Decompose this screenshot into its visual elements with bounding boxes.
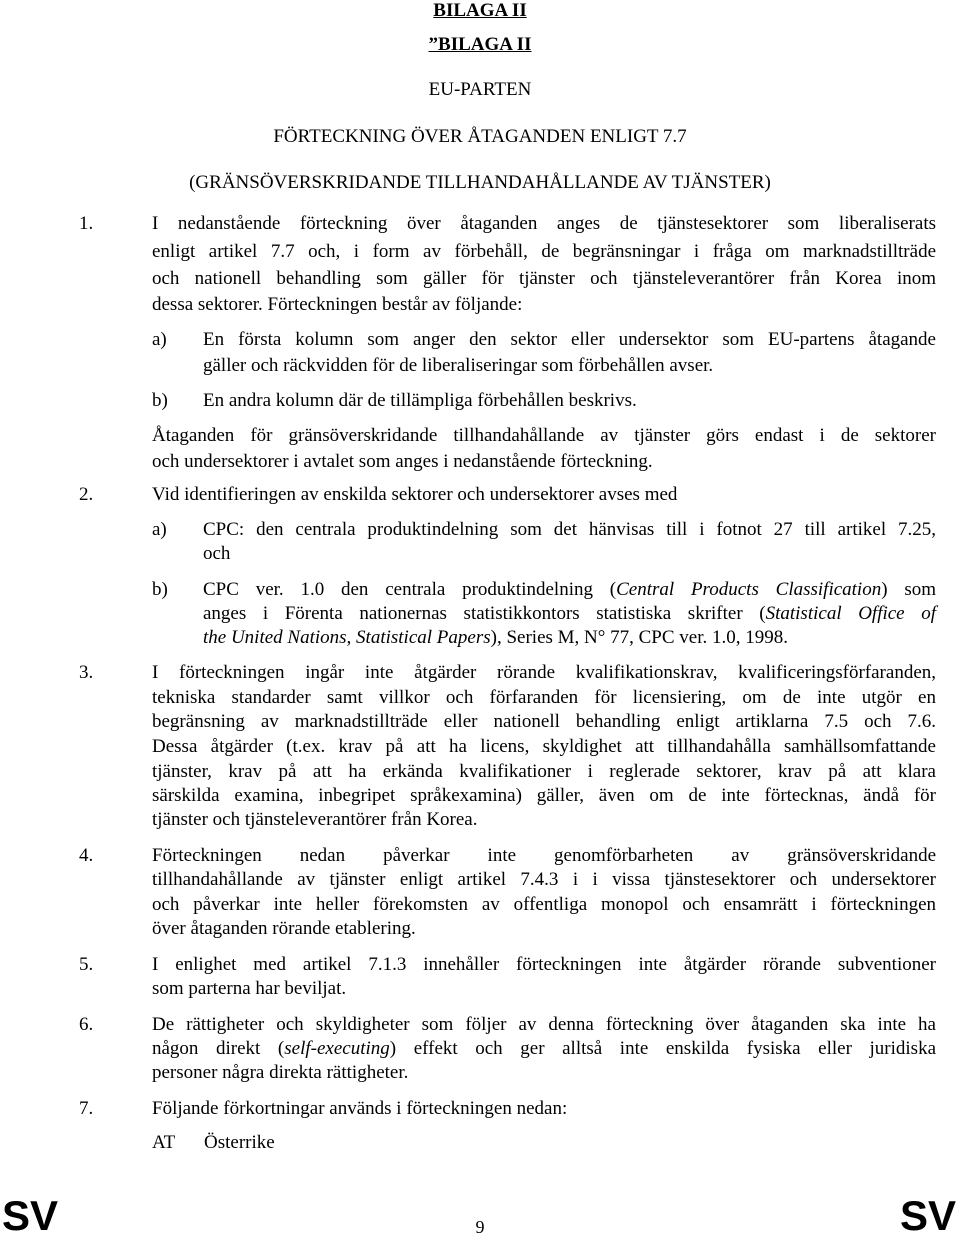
- abbreviation-code: AT: [152, 1132, 176, 1153]
- text-line: I förteckningen ingår inte åtgärder rörande kvalifikationskrav, kvalificeringsförfaranden,: [152, 662, 936, 683]
- text-run: ) effekt och ger alltså inte enskilda fysiska eller juridiska: [389, 1038, 937, 1059]
- text-run-italic: Statistical Office of: [765, 603, 936, 624]
- party-heading: EU-PARTEN: [428, 79, 532, 100]
- footer-language-left: SV: [2, 1192, 59, 1239]
- text-run-italic: Central Products Classification: [616, 579, 882, 600]
- section-3-number: 3.: [79, 662, 94, 683]
- text-line: [152, 1039, 936, 1058]
- section-2-number: 2.: [79, 484, 94, 505]
- text-line: tillhandahållande av tjänster enligt artikel 7.4.3 i i vissa tjänstesektorer och undersektorer: [152, 869, 936, 890]
- text-line: [203, 580, 936, 599]
- text-line: och: [203, 543, 231, 564]
- text-line: som parterna har beviljat.: [152, 978, 347, 999]
- text-run: anges i Förenta nationernas statistikkontors statistiska skrifter (: [203, 603, 766, 624]
- text-run-italic: the United Nations, Statistical Papers: [203, 627, 491, 648]
- text-line: Följande förkortningar används i förteckningen nedan:: [152, 1098, 568, 1119]
- text-line: över åtaganden rörande etablering.: [152, 918, 416, 939]
- list-subtitle: (GRÄNSÖVERSKRIDANDE TILLHANDAHÅLLANDE AV TJÄNSTER): [189, 172, 771, 193]
- text-line: personer några direkta rättigheter.: [152, 1062, 409, 1083]
- section-6-number: 6.: [79, 1014, 94, 1035]
- item-b-label: b): [152, 579, 168, 600]
- text-line: En första kolumn som anger den sektor eller undersektor som EU-partens åtagande: [203, 329, 936, 350]
- text-line: gäller och räckvidden för de liberaliseringar som förbehållen avser.: [203, 355, 714, 376]
- text-line: enligt artikel 7.7 och, i form av förbehåll, de begränsningar i fråga om marknadstillträde: [152, 241, 936, 262]
- text-run-italic: self-executing: [284, 1038, 390, 1059]
- text-run: ), Series M, N° 77, CPC ver. 1.0, 1998.: [490, 627, 788, 648]
- text-line: tjänster, krav på att ha erkända kvalifikationer i reglerade sektorer, krav på att klara: [152, 761, 936, 782]
- text-line: Förteckningen nedan påverkar inte genomförbarheten av gränsöverskridande: [152, 845, 936, 866]
- section-4-number: 4.: [79, 845, 94, 866]
- text-line: tekniska standarder samt villkor och förfaranden för licensiering, om de inte utgör en: [152, 687, 936, 708]
- item-a-label: a): [152, 519, 167, 540]
- text-line: CPC: den centrala produktindelning som det hänvisas till i fotnot 27 till artikel 7.25,: [203, 519, 936, 540]
- abbreviation-definition: Österrike: [204, 1132, 275, 1153]
- section-5-number: 5.: [79, 954, 94, 975]
- text-line: och påverkar inte heller förekomsten av offentliga monopol och ensamrätt i förteckningen: [152, 894, 936, 915]
- text-line: dessa sektorer. Förteckningen består av följande:: [152, 294, 523, 315]
- text-line: särskilda examina, inbegripet språkexamina) gäller, även om de inte förtecknas, ändå för: [152, 785, 936, 806]
- item-b-label: b): [152, 390, 168, 411]
- text-line: och nationell behandling som gäller för tjänster och tjänsteleverantörer från Korea inom: [152, 268, 936, 289]
- footer-language-right: SV: [899, 1192, 956, 1239]
- item-a-label: a): [152, 329, 167, 350]
- text-line: En andra kolumn där de tillämpliga förbehållen beskrivs.: [203, 390, 637, 411]
- text-line: Dessa åtgärder (t.ex. krav på att ha licens, skyldighet att tillhandahålla samhällsomfattande: [152, 736, 936, 757]
- text-run: CPC ver. 1.0 den centrala produktindelning (: [203, 579, 617, 600]
- section-1-number: 1.: [79, 213, 94, 234]
- text-run: någon direkt (: [152, 1038, 285, 1059]
- text-line: och undersektorer i avtalet som anges i nedanstående förteckning.: [152, 451, 653, 472]
- text-line: begränsning av marknadstillträde eller nationell behandling enligt artiklarna 7.5 och 7.6.: [152, 711, 936, 732]
- text-line: I nedanstående förteckning över åtaganden anges de tjänstesektorer som liberaliserats: [152, 213, 936, 234]
- text-line: Åtaganden för gränsöverskridande tillhandahållande av tjänster görs endast i de sektorer: [152, 425, 936, 446]
- text-line: Vid identifieringen av enskilda sektorer och undersektorer avses med: [152, 484, 678, 505]
- text-line: [203, 604, 936, 623]
- text-line: [203, 628, 788, 647]
- text-line: tjänster och tjänsteleverantörer från Korea.: [152, 809, 478, 830]
- list-title: FÖRTECKNING ÖVER ÅTAGANDEN ENLIGT 7.7: [273, 126, 687, 147]
- text-line: De rättigheter och skyldigheter som följer av denna förteckning över åtaganden ska inte ha: [152, 1014, 936, 1035]
- text-line: I enlighet med artikel 7.1.3 innehåller förteckningen inte åtgärder rörande subventioner: [152, 954, 936, 975]
- section-7-number: 7.: [79, 1098, 94, 1119]
- text-run: ) som: [881, 579, 937, 600]
- page-number: 9: [475, 1217, 485, 1237]
- annex-title: BILAGA II: [433, 0, 527, 21]
- annex-title-quoted: ”BILAGA II: [428, 34, 532, 55]
